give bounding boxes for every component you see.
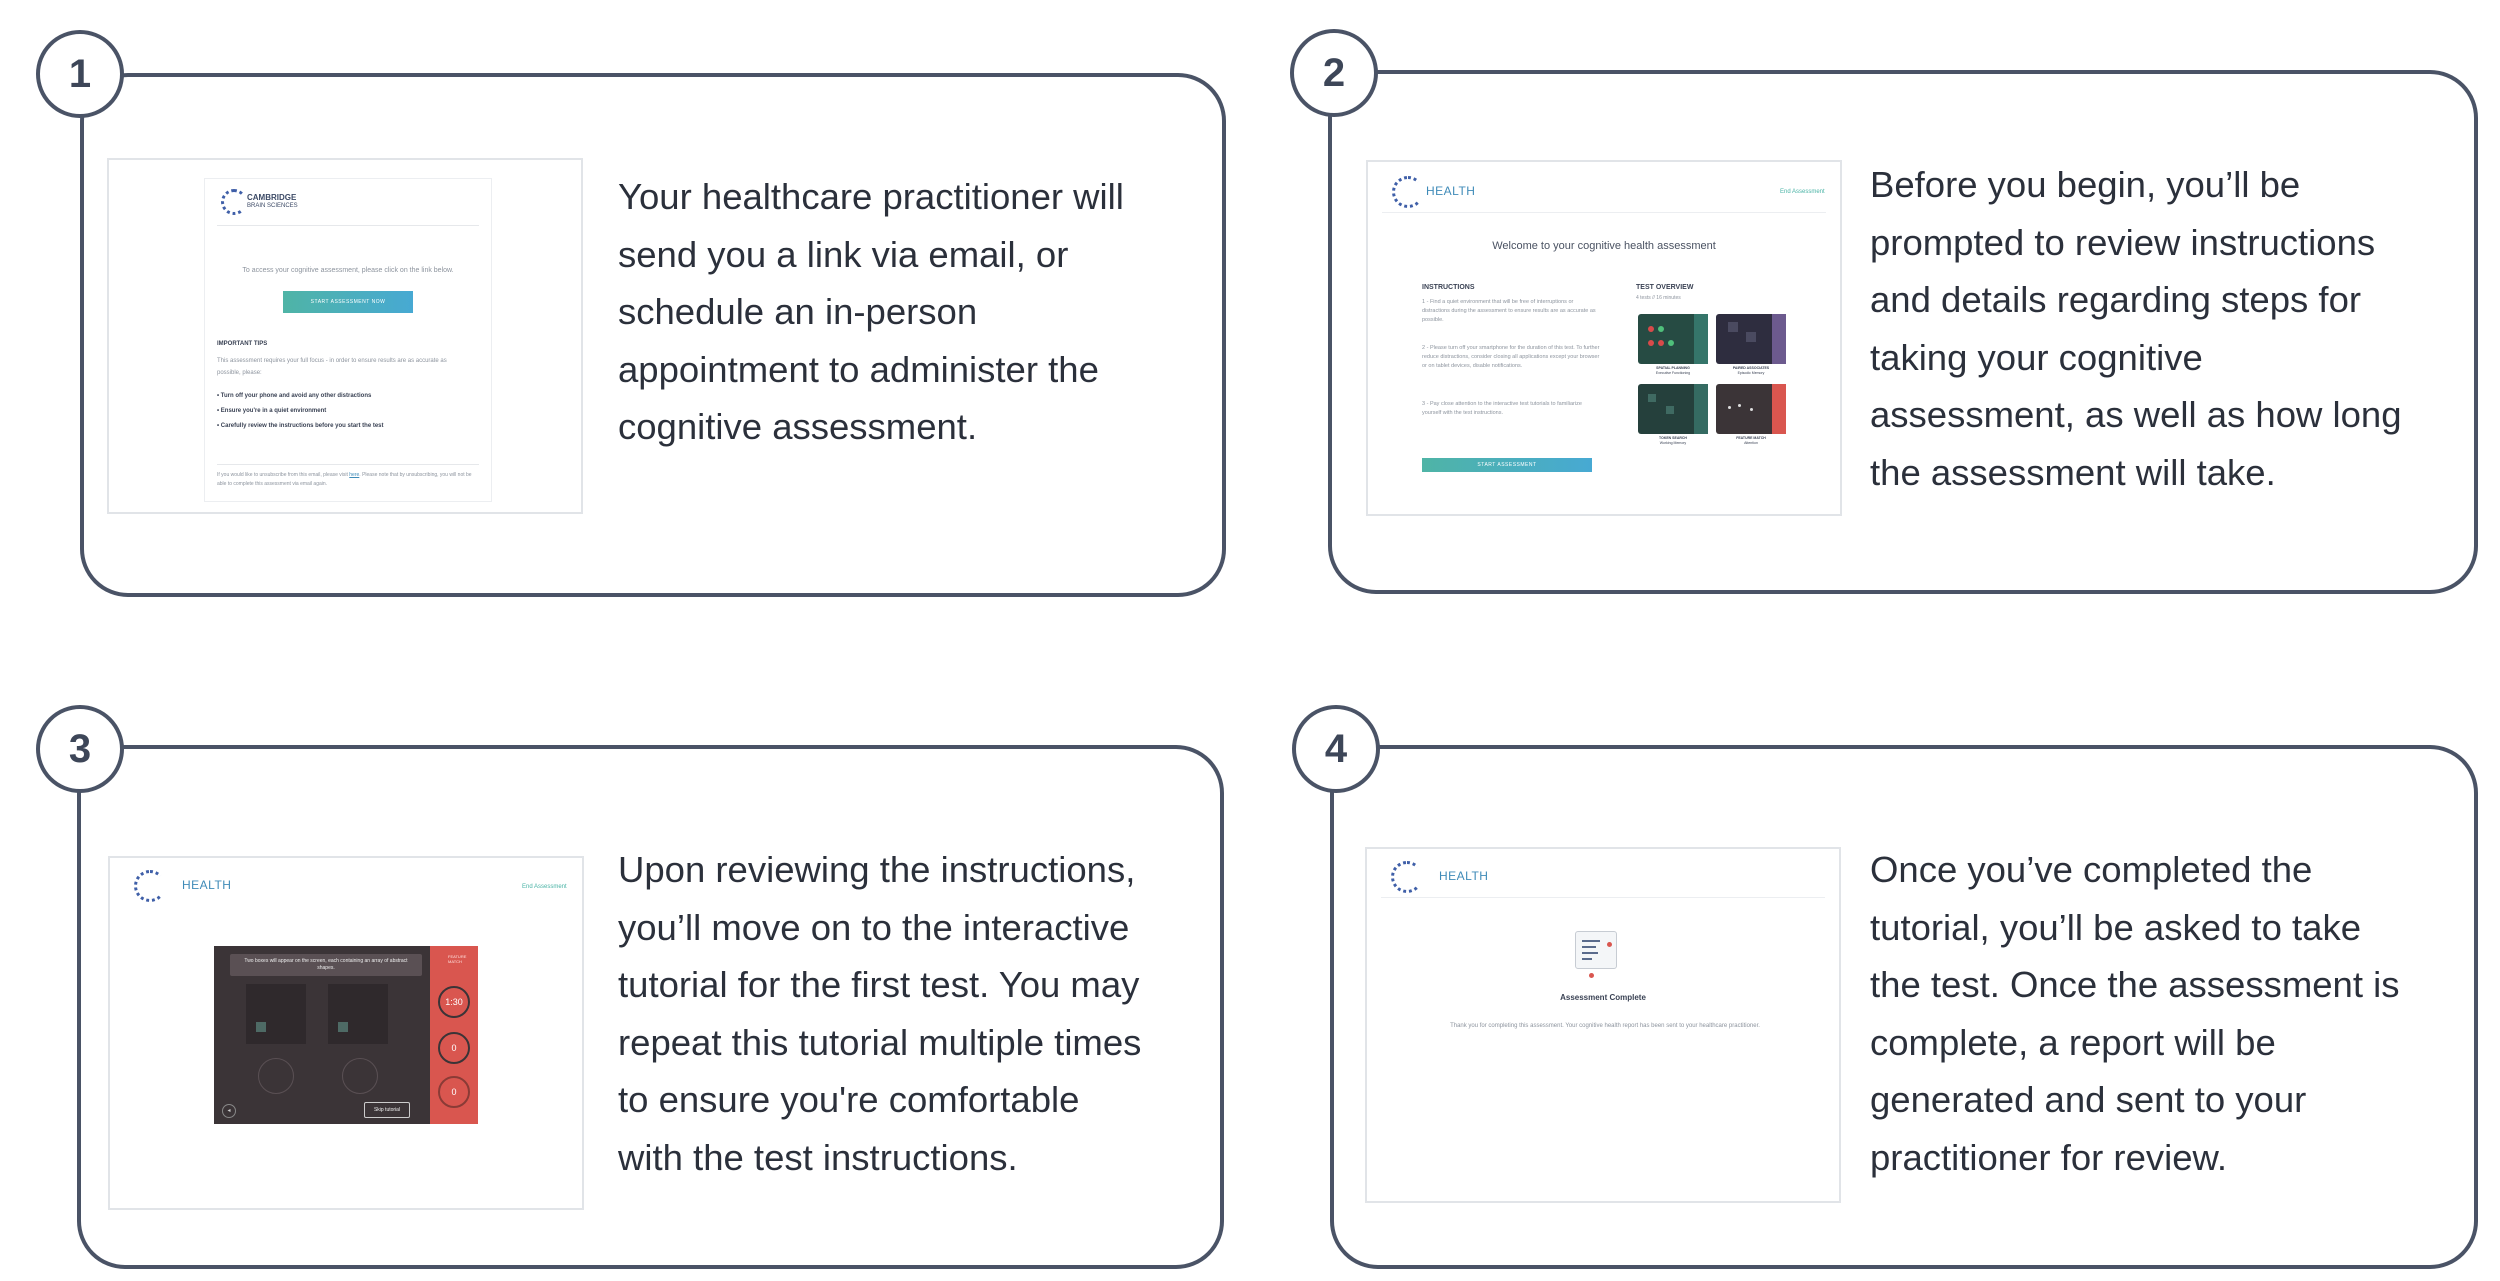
- health-logo-icon: [134, 870, 166, 902]
- step-number-badge-1: 1: [36, 30, 124, 118]
- completion-message: Thank you for completing this assessment. Your cognitive health report has been sent to your healthcare practitioner.: [1450, 1023, 1760, 1029]
- test-name-4: FEATURE MATCH Attention: [1736, 436, 1766, 445]
- tips-heading: IMPORTANT TIPS: [217, 341, 268, 347]
- brand-name: CAMBRIDGE BRAIN SCIENCES: [247, 193, 298, 209]
- score-ring-1: 0: [438, 1032, 470, 1064]
- email-intro: To access your cognitive assessment, please click on the link below.: [242, 267, 454, 274]
- email-footer: If you would like to unsubscribe from this email, please visit here. Please note that by unsubscribing, you will not be able to complete this assessment via email again.: [217, 472, 472, 487]
- test-overview-subtitle: 4 tests // 16 minutes: [1636, 295, 1681, 301]
- health-brand: HEALTH: [1439, 869, 1489, 883]
- health-logo-icon: [1391, 861, 1423, 893]
- score-ring-2: 0: [438, 1076, 470, 1108]
- assessment-complete-title: Assessment Complete: [1560, 993, 1646, 1002]
- step-description-4: Once you’ve completed the tutorial, you’ll be asked to take the test. Once the assessment is complete, a report will be generated and sent to your practitioner for review.: [1870, 849, 2400, 1178]
- end-assessment-link[interactable]: End Assessment: [1780, 189, 1825, 195]
- test-overview-heading: TEST OVERVIEW: [1636, 284, 1694, 291]
- report-clipboard-icon: [1575, 931, 1617, 969]
- health-logo-icon: [1392, 176, 1424, 208]
- step-description-1: Your healthcare practitioner will send you a link via email, or schedule an in-person appointment to administer the cognitive assessment.: [618, 176, 1124, 447]
- shape-box-right: [328, 984, 388, 1044]
- instruction-item-3: 3 - Pay close attention to the interactive test tutorials to familiarize yourself with the test instructions.: [1422, 401, 1582, 416]
- complete-preview-screenshot: [1365, 847, 1841, 1203]
- skip-tutorial-button[interactable]: Skip tutorial: [364, 1102, 410, 1118]
- timer-ring: 1:30: [438, 986, 470, 1018]
- step-description-3: Upon reviewing the instructions, you’ll move on to the interactive tutorial for the first test. You may repeat this tutorial multiple times to ensure you're comfortable with the test instructions.: [618, 849, 1142, 1178]
- list-item: • Ensure you're in a quiet environment: [217, 408, 327, 414]
- status-dot: [1589, 973, 1594, 978]
- instruction-item-1: 1 - Find a quiet environment that will be free of interruptions or distractions during the assessment to ensure results are as accurate as possible.: [1422, 299, 1596, 323]
- step-description-2: Before you begin, you’ll be prompted to review instructions and details regarding steps for taking your cognitive assessment, as well as how long the assessment will take.: [1870, 164, 2402, 493]
- welcome-preview-screenshot: [1366, 160, 1842, 516]
- start-assessment-button[interactable]: START ASSESSMENT: [1422, 458, 1592, 472]
- welcome-title: Welcome to your cognitive health assessment: [1492, 240, 1716, 252]
- answer-button-right[interactable]: [342, 1058, 378, 1094]
- feature-match-tile[interactable]: [1716, 384, 1786, 434]
- instructions-heading: INSTRUCTIONS: [1422, 284, 1475, 291]
- list-item: • Turn off your phone and avoid any other distractions: [217, 393, 372, 399]
- spatial-planning-tile[interactable]: [1638, 314, 1708, 364]
- back-icon[interactable]: ◂: [222, 1104, 236, 1118]
- tutorial-stage: [214, 946, 478, 1124]
- cambridge-logo-icon: [221, 189, 247, 215]
- step-number-badge-3: 3: [36, 705, 124, 793]
- token-search-tile[interactable]: [1638, 384, 1708, 434]
- test-name-3: TOKEN SEARCH Working Memory: [1659, 436, 1687, 445]
- list-item: • Carefully review the instructions before you start the test: [217, 423, 384, 429]
- paired-associates-tile[interactable]: [1716, 314, 1786, 364]
- step-number-badge-2: 2: [1290, 29, 1378, 117]
- feature-match-label: FEATURE MATCH: [448, 954, 467, 964]
- tutorial-tooltip: Two boxes will appear on the screen, each containing an array of abstract shapes.: [230, 954, 422, 976]
- start-assessment-now-button[interactable]: START ASSESSMENT NOW: [283, 291, 413, 313]
- instruction-item-2: 2 - Please turn off your smartphone for the duration of this test. To further reduce distractions, consider closing all applications except your browser or on tablet devices, disable notifications.: [1422, 345, 1600, 369]
- tips-body: This assessment requires your full focus - in order to ensure results are as accurate as possible, please:: [217, 358, 447, 376]
- shape-box-left: [246, 984, 306, 1044]
- tips-list: [217, 389, 384, 434]
- side-panel: [430, 946, 478, 1124]
- test-name-2: PAIRED ASSOCIATES Episodic Memory: [1732, 366, 1770, 375]
- step-number-badge-4: 4: [1292, 705, 1380, 793]
- email-body: [204, 178, 492, 502]
- end-assessment-link[interactable]: End Assessment: [522, 884, 567, 890]
- test-name-1: SPATIAL PLANNING Executive Functioning: [1655, 366, 1691, 375]
- unsubscribe-link[interactable]: here: [349, 472, 360, 478]
- health-brand: HEALTH: [182, 878, 232, 892]
- email-preview-screenshot: [107, 158, 583, 514]
- tutorial-preview-screenshot: [108, 856, 584, 1210]
- answer-button-left[interactable]: [258, 1058, 294, 1094]
- health-brand: HEALTH: [1426, 184, 1476, 198]
